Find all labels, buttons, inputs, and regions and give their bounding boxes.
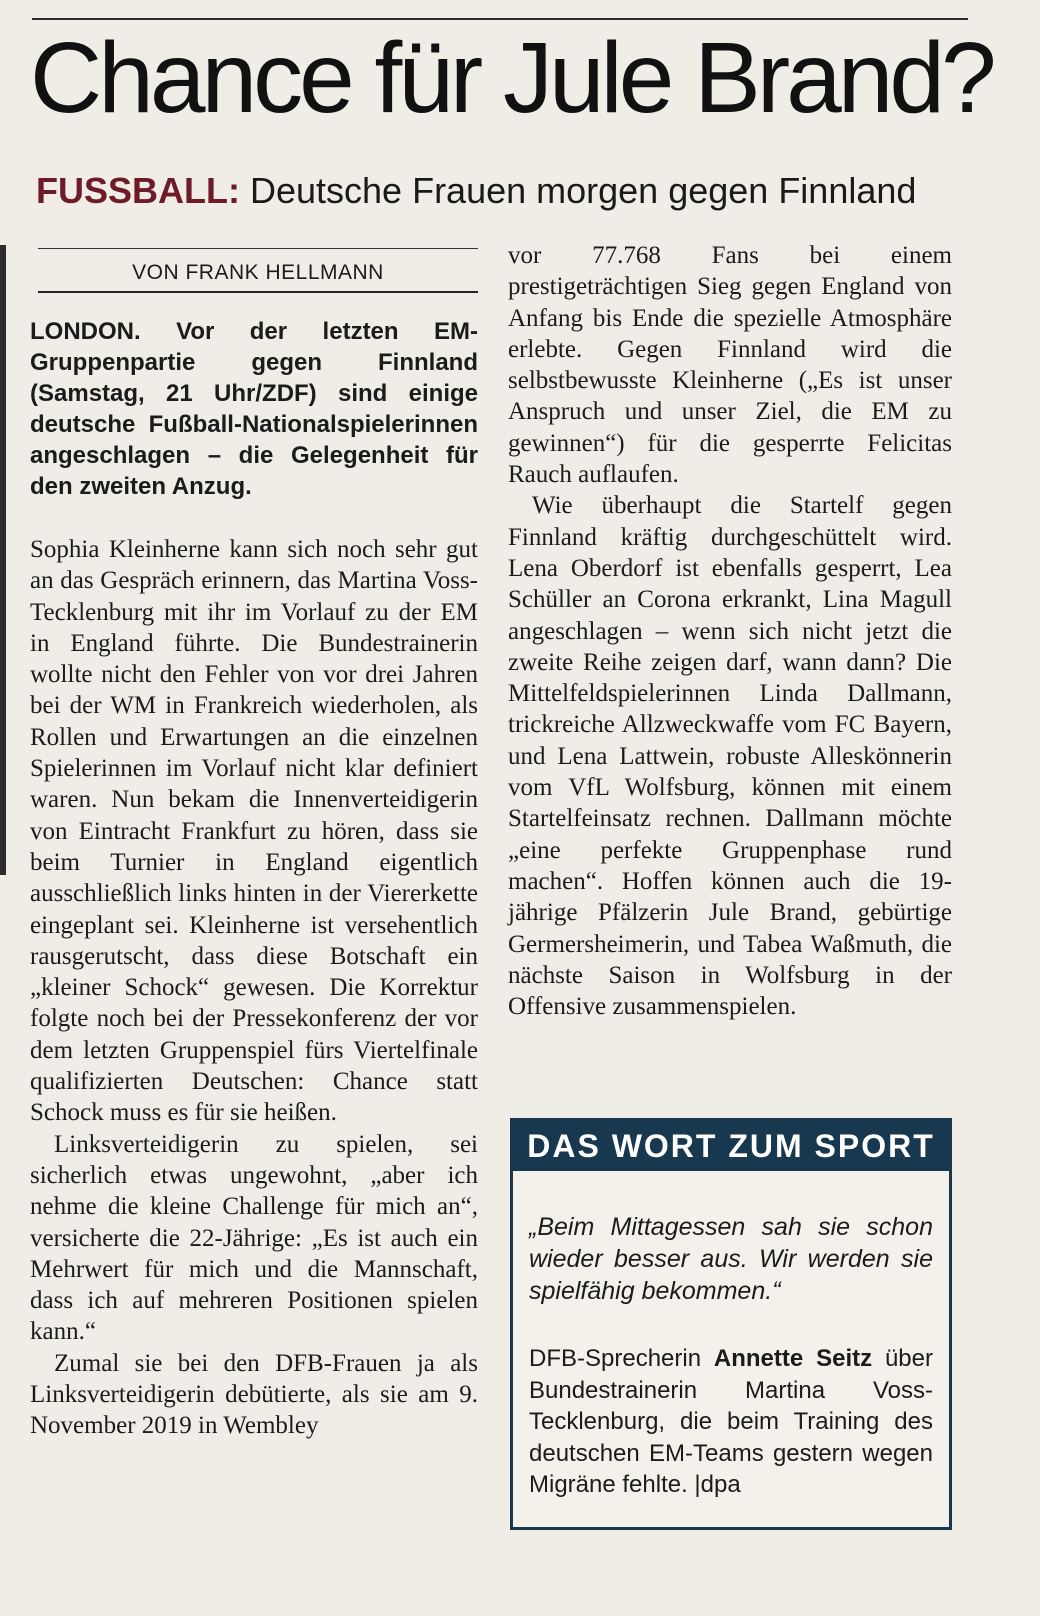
article-column-left bbox=[30, 316, 478, 1442]
article-column-right bbox=[508, 240, 952, 1022]
subheadline bbox=[36, 170, 916, 212]
subheadline-text: Deutsche Frauen morgen gegen Finnland bbox=[239, 170, 917, 211]
body-paragraph: Sophia Kleinherne kann sich noch sehr gut an das Gespräch erinnern, das Martina Voss-Tecklenburg mit ihr im Vorlauf zu der EM in England führte. Die Bundestrainerin wollte nicht den Fehler von vor drei Jahren bei der WM in Frankreich wiederholen, als Rollen und Erwartungen an die einzelnen Spielerinnen im Vorlauf nicht klar definiert waren. Nun bekam die Innenverteidigerin von Eintracht Frankfurt zu hören, dass sie beim Turnier in England eigentlich ausschließlich links hinten in der Viererkette eingeplant sei. Kleinherne ist versehentlich rausgerutscht, dass diese Botschaft ein „kleiner Schock“ gewesen. Die Korrektur folgte noch bei der Pressekonferenz der vor dem letzten Gruppenspiel fürs Viertelfinale qualifizierten Deutschen: Chance statt Schock muss es für sie heißen. bbox=[30, 536, 478, 1127]
attribution-suffix: über Bundestrainerin Martina Voss-Tecklenburg, die beim Training des deutschen EM-Teams gestern wegen Migräne fehlte. |dpa bbox=[529, 1345, 933, 1498]
body-paragraph: Wie überhaupt die Startelf gegen Finnland kräftig durchgeschüttelt wird. Lena Oberdorf ist ebenfalls gesperrt, Lea Schüller an Corona erkrankt, Lina Magull angeschlagen – wenn sich nicht jetzt die zweite Reihe zeigen darf, wann dann? Die Mittelfeldspielerinnen Linda Dallmann, trickreiche Allzweckwaffe vom FC Bayern, und Lena Lattwein, robuste Alleskönnerin vom VfL Wolfsburg, können mit einem Startelfeinsatz rechnen. Dallmann möchte „eine perfekte Gruppenphase rund machen“. Hoffen können auch die 19-jährige Pfälzerin Jule Brand, gebürtige Germersheimerin, und Tabea Waßmuth, die nächste Saison in Wolfsburg in der Offensive zusammenspielen. bbox=[508, 492, 952, 1021]
headline: Chance für Jule Brand? bbox=[30, 22, 993, 134]
byline: VON FRANK HELLMANN bbox=[38, 248, 478, 293]
quote-box-title: DAS WORT ZUM SPORT bbox=[513, 1121, 949, 1171]
speaker-name: Annette Seitz bbox=[713, 1345, 873, 1372]
body-paragraph: vor 77.768 Fans bei einem prestigeträchtigen Sieg gegen England von Anfang bis Ende die spezielle Atmosphäre erlebte. Gegen Finnland wird die selbstbewusste Kleinherne („Es ist unser Anspruch und unser Ziel, die EM zu gewinnen“) für die gesperrte Felicitas Rauch auflaufen. bbox=[508, 242, 952, 489]
quote-text: „Beim Mittagessen sah sie schon wieder besser aus. Wir werden sie spielfähig bekommen.“ bbox=[529, 1213, 933, 1305]
top-rule bbox=[32, 18, 968, 20]
lead-paragraph: LONDON. Vor der letzten EM-Gruppenpartie gegen Finnland (Samstag, 21 Uhr/ZDF) sind einige deutsche Fußball-Nationalspielerinnen angeschlagen – die Gelegenheit für den zweiten Anzug. bbox=[30, 318, 478, 500]
quote-attribution bbox=[529, 1343, 933, 1501]
subheadline-kicker: FUSSBALL: bbox=[36, 170, 240, 211]
body-paragraph: Zumal sie bei den DFB-Frauen ja als Linksverteidigerin debütierte, als sie am 9. November 2019 in Wembley bbox=[30, 1349, 478, 1440]
quote-box bbox=[510, 1118, 952, 1530]
adjacent-column-edge bbox=[0, 245, 6, 875]
body-paragraph: Linksverteidigerin zu spielen, sei sicherlich etwas ungewohnt, „aber ich nehme die kleine Challenge für mich an“, versicherte die 22-Jährige: „Es ist auch ein Mehrwert für mich und die Mannschaft, dass ich auf mehreren Positionen spielen kann.“ bbox=[30, 1130, 478, 1346]
attribution-prefix: DFB-Sprecherin bbox=[529, 1345, 714, 1372]
